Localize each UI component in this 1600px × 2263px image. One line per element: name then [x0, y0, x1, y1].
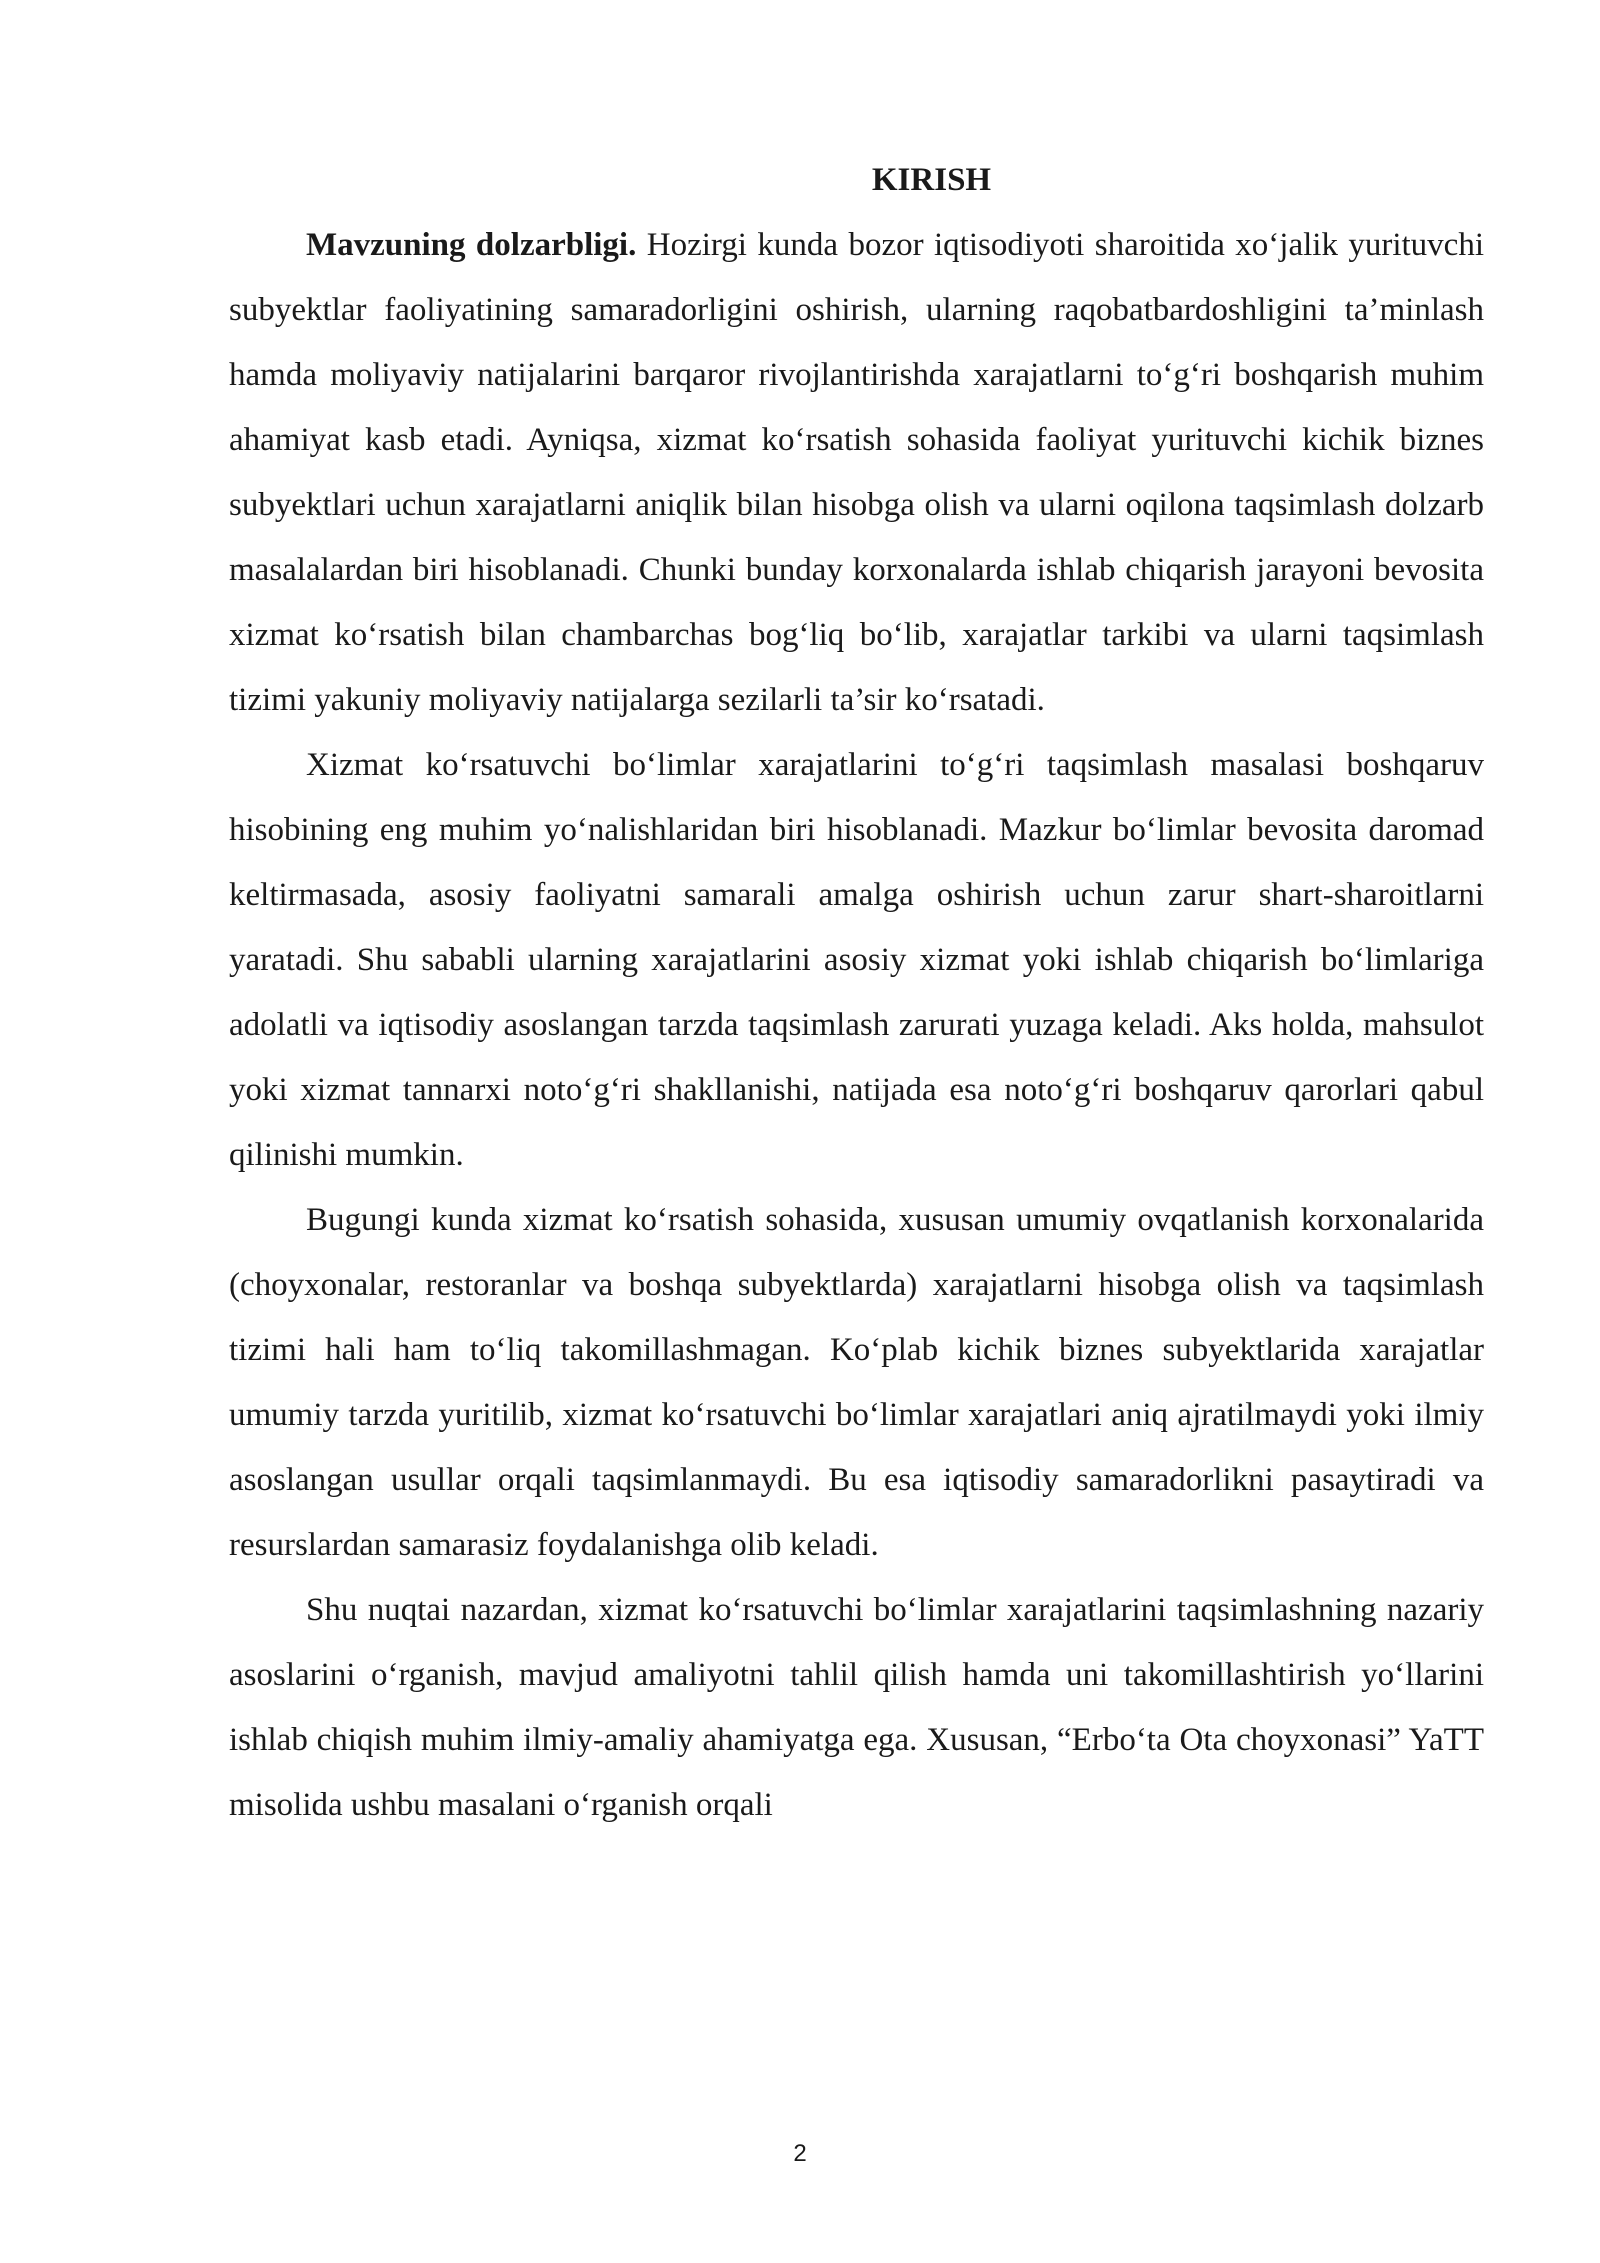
- paragraph-2: Xizmat ko‘rsatuvchi bo‘limlar xarajatlarini to‘g‘ri taqsimlash masalasi boshqaruv hisobining eng muhim yo‘nalishlaridan biri hisoblanadi. Mazkur bo‘limlar bevosita daromad keltirmasada, asosiy faoliyatni samarali amalga oshirish uchun zarur shart-sharoitlarni yaratadi. Shu sababli ularning xarajatlarini asosiy xizmat yoki ishlab chiqarish bo‘limlariga adolatli va iqtisodiy asoslangan tarzda taqsimlash zarurati yuzaga keladi. Aks holda, mahsulot yoki xizmat tannarxi noto‘g‘ri shakllanishi, natijada esa noto‘g‘ri boshqaruv qarorlari qabul qilinishi mumkin.: [229, 747, 1484, 1173]
- paragraph-lead: Mavzuning dolzarbligi.: [306, 227, 637, 263]
- paragraph-4: Shu nuqtai nazardan, xizmat ko‘rsatuvchi bo‘limlar xarajatlarini taqsimlashning nazariy asoslarini o‘rganish, mavjud amaliyotni tahlil qilish hamda uni takomillashtirish yo‘llarini ishlab chiqish muhim ilmiy-amaliy ahamiyatga ega. Xususan, “Erbo‘ta Ota choyxonasi” YaTT misolida ushbu masalani o‘rganish orqali: [229, 1592, 1484, 1823]
- paragraph-3: Bugungi kunda xizmat ko‘rsatish sohasida, xususan umumiy ovqatlanish korxonalarida (choyxonalar, restoranlar va boshqa subyektlarda) xarajatlarni hisobga olish va taqsimlash tizimi hali ham to‘liq takomillashmagan. Ko‘plab kichik biznes subyektlarida xarajatlar umumiy tarzda yuritilib, xizmat ko‘rsatuvchi bo‘limlar xarajatlari aniq ajratilmaydi yoki ilmiy asoslangan usullar orqali taqsimlanmaydi. Bu esa iqtisodiy samaradorlikni pasaytiradi va resurslardan samarasiz foydalanishga olib keladi.: [229, 1202, 1484, 1563]
- section-heading: KIRISH: [871, 162, 992, 198]
- page-number: 2: [793, 2140, 807, 2167]
- document-body: [229, 148, 1484, 1838]
- paragraph-1: [229, 213, 1484, 733]
- paragraph-text: Hozirgi kunda bozor iqtisodiyoti sharoitida xo‘jalik yurituvchi subyektlar faoliyatining samaradorligini oshirish, ularning raqobatbardoshligini ta’minlash hamda moliyaviy natijalarini barqaror rivojlantirishda xarajatlarni to‘g‘ri boshqarish muhim ahamiyat kasb etadi. Ayniqsa, xizmat ko‘rsatish sohasida faoliyat yurituvchi kichik biznes subyektlari uchun xarajatlarni aniqlik bilan hisobga olish va ularni oqilona taqsimlash dolzarb masalalardan biri hisoblanadi. Chunki bunday korxonalarda ishlab chiqarish jarayoni bevosita xizmat ko‘rsatish bilan chambarchas bog‘liq bo‘lib, xarajatlar tarkibi va ularni taqsimlash tizimi yakuniy moliyaviy natijalarga sezilarli ta’sir ko‘rsatadi.: [229, 227, 1484, 718]
